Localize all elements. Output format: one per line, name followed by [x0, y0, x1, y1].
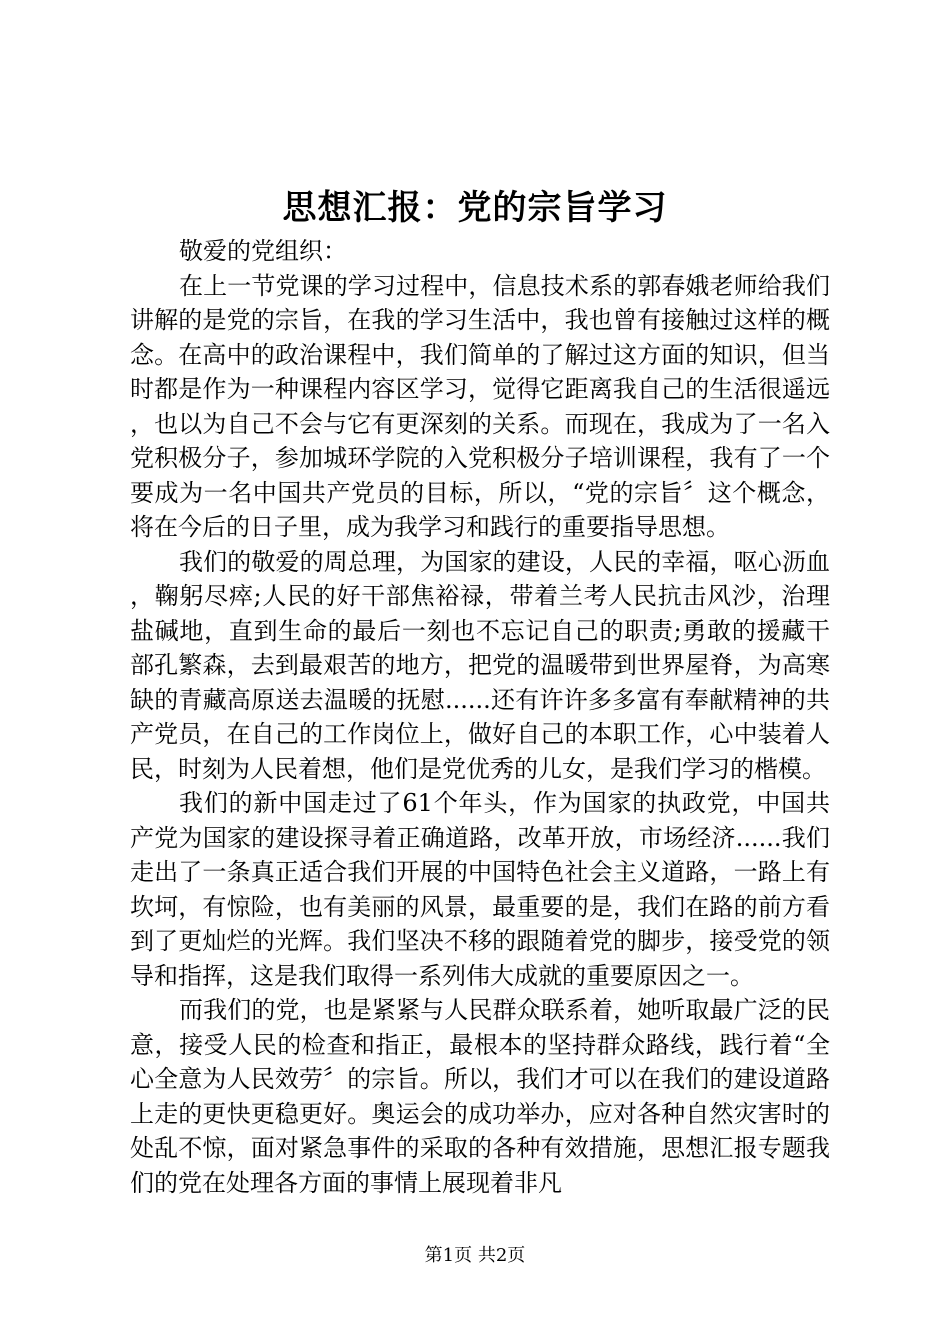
- paragraph-2: 我们的敬爱的周总理，为国家的建设，人民的幸福，呕心沥血，鞠躬尽瘁;人民的好干部焦裕禄，带着兰考人民抗击风沙，治理盐碱地，直到生命的最后一刻也不忘记自己的职责;勇敢的援藏干部孔繁森，去到最艰苦的地方，把党的温暖带到世界屋脊，为高寒缺的青藏高原送去温暖的抚慰......还有许许多多富有奉献精神的共产党员，在自己的工作岗位上，做好自己的本职工作，心中装着人民，时刻为人民着想，他们是党优秀的儿女，是我们学习的楷模。: [130, 547, 830, 783]
- paragraph-1: 在上一节党课的学习过程中，信息技术系的郭春娥老师给我们讲解的是党的宗旨，在我的学习生活中，我也曾有接触过这样的概念。在高中的政治课程中，我们简单的了解过这方面的知识，但当时都是作为一种课程内容区学习，觉得它距离我自己的生活很遥远，也以为自己不会与它有更深刻的关系。而现在，我成为了一名入党积极分子，参加城环学院的入党积极分子培训课程，我有了一个要成为一名中国共产党员的目标，所以，“党的宗旨〞这个概念，将在今后的日子里，成为我学习和践行的重要指导思想。: [130, 271, 830, 541]
- salutation: 敬爱的党组织：: [179, 237, 347, 265]
- paragraph-3: 我们的新中国走过了61个年头，作为国家的执政党，中国共产党为国家的建设探寻着正确道路，改革开放，市场经济......我们走出了一条真正适合我们开展的中国特色社会主义道路，一路上有坎坷，有惊险，也有美丽的风景，最重要的是，我们在路的前方看到了更灿烂的光辉。我们坚决不移的跟随着党的脚步，接受党的领导和指挥，这是我们取得一系列伟大成就的重要原因之一。: [130, 789, 830, 990]
- paragraph-4: 而我们的党，也是紧紧与人民群众联系着，她听取最广泛的民意，接受人民的检查和指正，最根本的坚持群众路线，践行着“全心全意为人民效劳〞的宗旨。所以，我们才可以在我们的建设道路上走的更快更稳更好。奥运会的成功举办，应对各种自然灾害时的处乱不惊，面对紧急事件的采取的各种有效措施，思想汇报专题我们的党在处理各方面的事情上展现着非凡: [130, 996, 830, 1197]
- document-title: 思想汇报：党的宗旨学习: [282, 188, 668, 228]
- page-number-footer: 第1页 共2页: [424, 1245, 526, 1266]
- document-body: [130, 234, 830, 1200]
